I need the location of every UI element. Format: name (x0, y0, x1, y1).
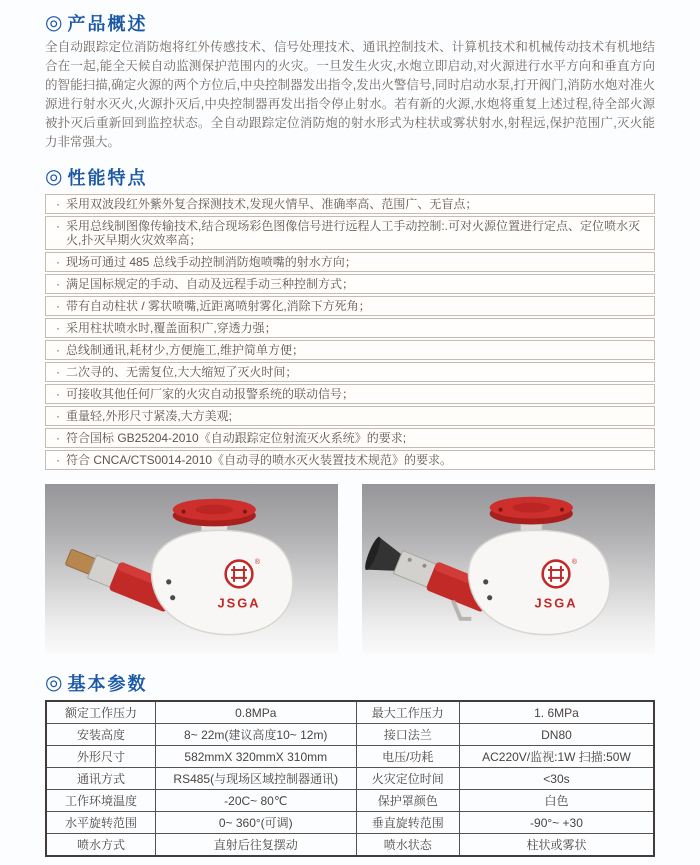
flange-icon (173, 499, 256, 533)
param-label: 喷水状态 (356, 834, 459, 857)
bullet-icon: · (56, 343, 60, 357)
param-label: 最大工作压力 (356, 701, 459, 724)
param-value: <30s (459, 768, 654, 790)
features-list (45, 194, 655, 470)
param-value: 8~ 22m(建议高度10~ 12m) (155, 724, 356, 746)
feature-text: 符合 CNCA/CTS0014-2010《自动寻的喷水灭火装置技术规范》的要求。 (66, 453, 453, 467)
feature-item (45, 252, 655, 272)
param-value: 0.8MPa (155, 701, 356, 724)
table-row (46, 834, 654, 857)
registered-mark: ® (254, 559, 260, 567)
param-label: 工作环境温度 (46, 790, 155, 812)
feature-item (45, 428, 655, 448)
param-label: 接口法兰 (356, 724, 459, 746)
product-gallery (45, 484, 655, 654)
param-label: 水平旋转范围 (46, 812, 155, 834)
param-label: 通讯方式 (46, 768, 155, 790)
overview-paragraph: 全自动跟踪定位消防炮将红外传感技术、信号处理技术、通讯控制技术、计算机技术和机械传动技术有机地结合在一起,能全天候自动监测保护范围内的火灾。一旦发生火灾,水炮立即启动,对火源进行水平方向和垂直方向的智能扫描,确定火源的两个方位后,中央控制器发出指令,发出火警信号,同时启动水泵,打开阀门,消防水炮对准火源进行射水灭火,火源扑灭后,中央控制器再发出指令停止射水。若有新的火源,水炮将重复上述过程,待全部火源被扑灭后重新回到监控状态。全自动跟踪定位消防炮的射水形式为柱状或雾状射水,射程远,保护范围广,灭火能力非常强大。 (45, 40, 655, 149)
feature-item (45, 216, 655, 250)
param-value: 直射后往复摆动 (155, 834, 356, 857)
table-row (46, 768, 654, 790)
overview-title: 产品概述 (67, 14, 148, 34)
feature-text: 可接收其他任何厂家的火灾自动报警系统的联动信号； (66, 387, 355, 401)
param-value: RS485(与现场区域控制器通讯) (155, 768, 356, 790)
brand-text: JSGA (217, 595, 261, 611)
double-circle-icon: ◎ (45, 166, 63, 188)
param-label: 电压/功耗 (356, 746, 459, 768)
bullet-icon: · (56, 409, 60, 423)
flange-icon (490, 497, 573, 535)
param-label: 喷水方式 (46, 834, 155, 857)
param-value: -20C~ 80℃ (155, 790, 356, 812)
parameters-heading (45, 670, 655, 696)
feature-text: 满足国标规定的手动、自动及远程手动三种控制方式； (66, 277, 355, 291)
feature-item (45, 406, 655, 426)
feature-text: 二次寻的、无需复位,大大缩短了灭火时间； (66, 365, 298, 379)
parameters-title: 基本参数 (67, 674, 148, 694)
table-row (46, 790, 654, 812)
brand-text: JSGA (534, 595, 578, 611)
feature-item (45, 274, 655, 294)
param-value: 1. 6MPa (459, 701, 654, 724)
bullet-icon: · (56, 219, 60, 233)
product-photo-straight-nozzle (45, 484, 338, 654)
bullet-icon: · (56, 197, 60, 211)
registered-mark: ® (571, 559, 577, 567)
param-label: 额定工作压力 (46, 701, 155, 724)
detector-dot-icon (483, 579, 488, 584)
detector-dot-icon (170, 595, 175, 600)
bullet-icon: · (56, 453, 60, 467)
param-value: 582mmX 320mmX 310mm (155, 746, 356, 768)
detector-dot-icon (487, 595, 492, 600)
product-photo-spray-nozzle (362, 484, 655, 654)
monitor-body (469, 530, 610, 634)
param-value: AC220V/监视:1W 扫描:50W (459, 746, 654, 768)
param-label: 保护罩颜色 (356, 790, 459, 812)
bullet-icon: · (56, 387, 60, 401)
feature-item (45, 194, 655, 214)
table-row (46, 746, 654, 768)
feature-text: 重量轻,外形尺寸紧凑,大方美观; (66, 409, 233, 423)
table-row (46, 724, 654, 746)
feature-text: 总线制通讯,耗材少,方便施工,维护简单方便； (66, 343, 305, 357)
double-circle-icon: ◎ (45, 672, 63, 694)
param-label: 垂直旋转范围 (356, 812, 459, 834)
param-value: DN80 (459, 724, 654, 746)
param-value: 柱状或雾状 (459, 834, 654, 857)
bullet-icon: · (56, 431, 60, 445)
detector-dot-icon (166, 579, 171, 584)
param-label: 外形尺寸 (46, 746, 155, 768)
feature-item (45, 362, 655, 382)
bullet-icon: · (56, 299, 60, 313)
features-heading (45, 164, 655, 190)
feature-item (45, 384, 655, 404)
feature-text: 采用双波段红外紫外复合探测技术,发现火情早、准确率高、范围广、无盲点； (66, 197, 478, 211)
bullet-icon: · (56, 365, 60, 379)
param-value: 0~ 360°(可调) (155, 812, 356, 834)
feature-text: 符合国标 GB25204-2010《自动跟踪定位射流灭火系统》的要求; (66, 431, 407, 445)
param-value: -90°~ +30 (459, 812, 654, 834)
feature-item (45, 450, 655, 470)
feature-item (45, 340, 655, 360)
features-title: 性能特点 (67, 168, 148, 188)
feature-item (45, 318, 655, 338)
parameters-table (45, 700, 655, 857)
bullet-icon: · (56, 277, 60, 291)
feature-text: 采用总线制图像传输技术,结合现场彩色图像信号进行远程人工手动控制:.可对火源位置进行定点、定位喷水灭火,扑灭早期火灾效率高； (66, 219, 641, 247)
param-value: 白色 (459, 790, 654, 812)
fire-monitor-spray-illustration (362, 484, 655, 654)
feature-text: 现场可通过 485 总线手动控制消防炮喷嘴的射水方向； (66, 255, 357, 269)
double-circle-icon: ◎ (45, 12, 63, 34)
feature-item (45, 296, 655, 316)
bullet-icon: · (56, 255, 60, 269)
param-label: 安装高度 (46, 724, 155, 746)
fire-monitor-straight-illustration (45, 484, 338, 654)
monitor-body (152, 530, 293, 634)
feature-text: 采用柱状喷水时,覆盖面积广,穿透力强； (66, 321, 277, 335)
bullet-icon: · (56, 321, 60, 335)
overview-heading (45, 10, 655, 36)
feature-text: 带有自动柱状 / 雾状喷嘴,近距离喷射雾化,消除下方死角； (66, 299, 371, 313)
param-label: 火灾定位时间 (356, 768, 459, 790)
table-row (46, 812, 654, 834)
table-row (46, 701, 654, 724)
